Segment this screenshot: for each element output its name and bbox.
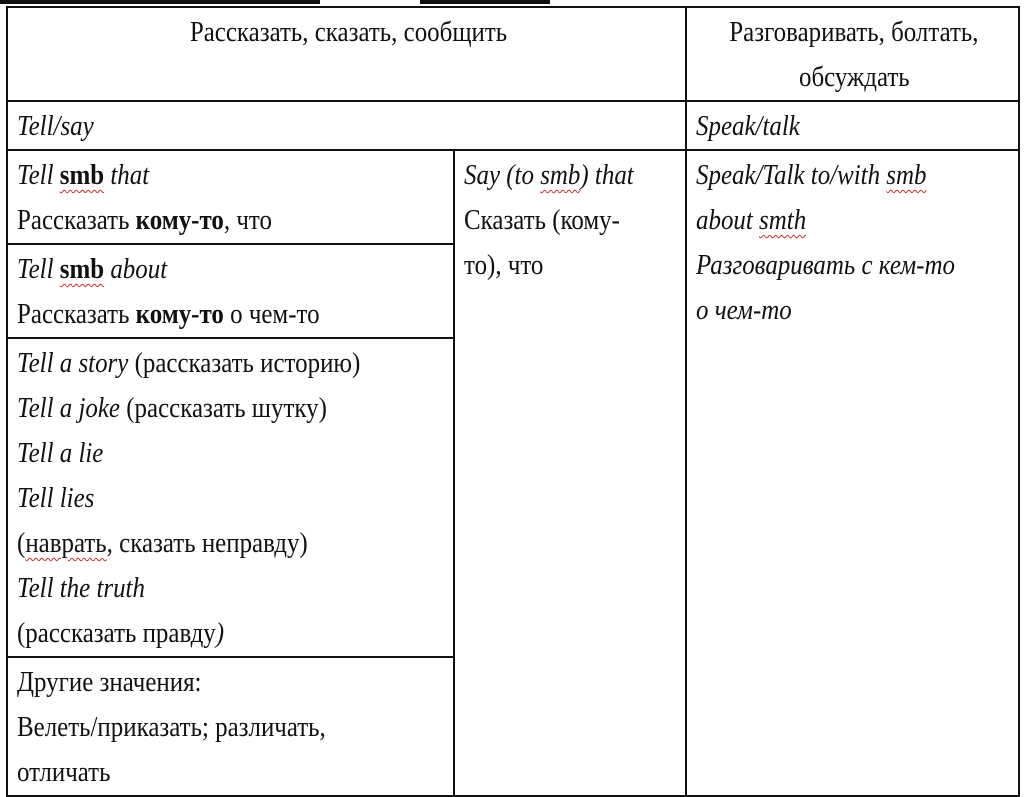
subheader-row <box>7 101 1019 150</box>
subheader-speak-talk: Speak/talk <box>686 101 1019 150</box>
cell-tell-phrases: Tell a story (рассказать историю) Tell a joke (рассказать шутку) Tell a lie Tell lies (наврать, сказать неправду) Tell the truth (рассказать правду) <box>7 338 454 657</box>
header-speak-talk: Разговаривать, болтать, обсуждать <box>686 7 1019 101</box>
header-tell-say: Рассказать, сказать, сообщить <box>7 7 686 101</box>
subheader-tell-say: Tell/say <box>7 101 686 150</box>
top-border-segment-right <box>420 0 550 4</box>
top-border-fragment <box>0 0 1024 5</box>
cell-tell-smb-about: Tell smb about Рассказать кому-то о чем-то <box>7 244 454 338</box>
cell-other-meanings: Другие значения: Велеть/приказать; различать, отличать <box>7 657 454 796</box>
cell-say-to-smb-that: Say (to smb) that Сказать (кому- то), что <box>454 150 686 796</box>
cell-tell-smb-that: Tell smb that Рассказать кому-то, что <box>7 150 454 244</box>
top-border-segment-left <box>0 0 320 4</box>
header-row <box>7 7 1019 101</box>
cell-speak-talk-with-smb: Speak/Talk to/with smb about smth Разговаривать с кем-то о чем-то <box>686 150 1019 796</box>
vocabulary-table <box>6 6 1020 797</box>
row-tell-that <box>7 150 1019 244</box>
